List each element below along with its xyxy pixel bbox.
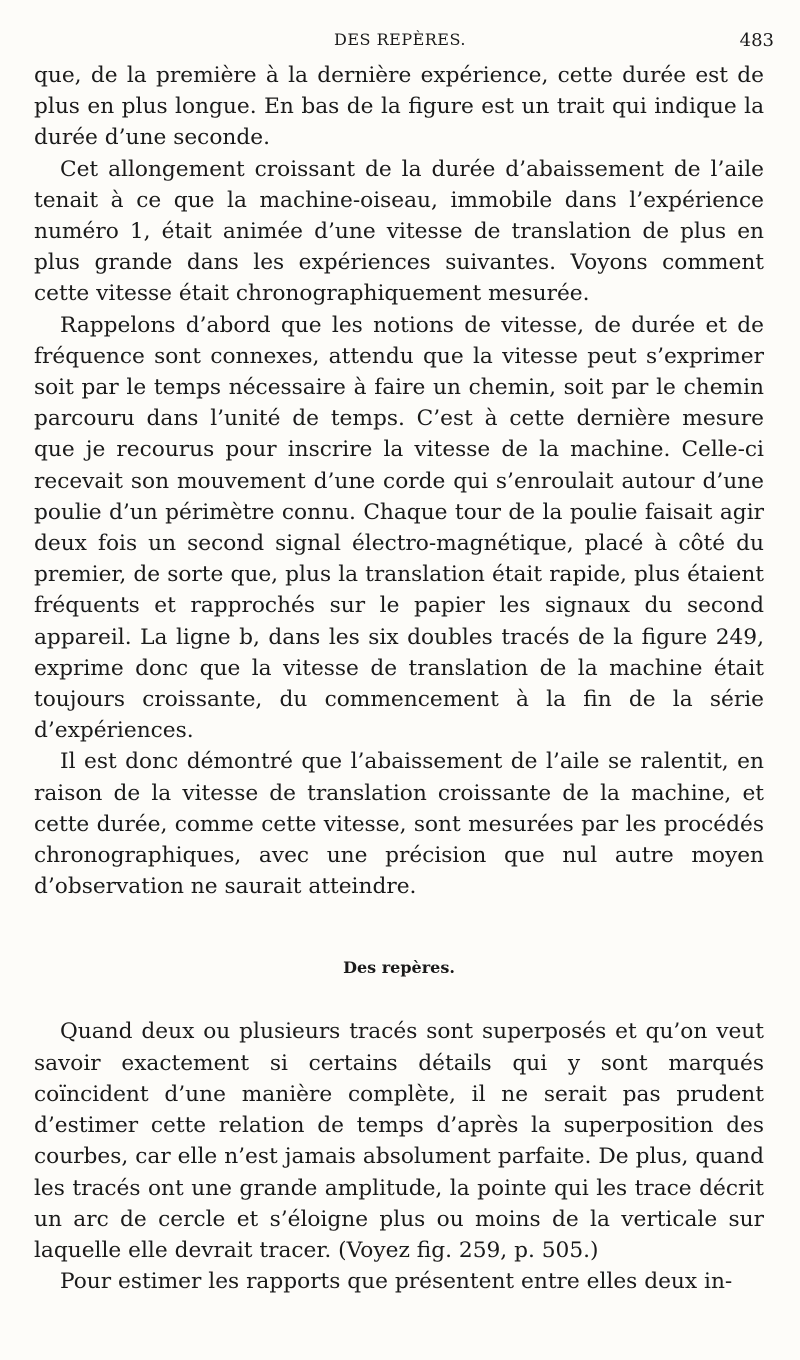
paragraph-demontre: Il est donc démontré que l’abaissement de l’aile se ralentit, en raison de la vitesse de translation croissante de la machine, et cette durée, comme cette vitesse, sont mesurées par les procédés chronographiques, avec une précision que nul autre moyen d’observation ne saurait atteindre. (34, 749, 764, 900)
paragraph-estimer: Pour estimer les rapports que présentent entre elles deux in- (60, 1269, 733, 1295)
paragraph-allongement: Cet allongement croissant de la durée d’abaissement de l’aile tenait à ce que la machine-oiseau, immobile dans l’expérience numéro 1, était animée d’une vitesse de translation de plus en plus grande dans les expériences suivantes. Voyons comment cette vitesse était chronographiquement mesurée. (34, 156, 764, 307)
page-number: 483 (739, 30, 774, 51)
body-text (34, 60, 764, 1297)
paragraph-traces: Quand deux ou plusieurs tracés sont superposés et qu’on veut savoir exactement si certains détails qui y sont marqués coïncident d’une manière complète, il ne serait pas prudent d’estimer cette relation de temps d’après la superposition des courbes, car elle n’est jamais absolument parfaite. De plus, quand les tracés ont une grande amplitude, la pointe qui les trace décrit un arc de cercle et s’éloigne plus ou moins de la verticale sur laquelle elle devrait tracer. (Voyez fig. 259, p. 505.) (34, 1019, 764, 1263)
paragraph-rappelons: Rappelons d’abord que les notions de vitesse, de durée et de fréquence sont connexes, attendu que la vitesse peut s’exprimer soit par le temps nécessaire à faire un chemin, soit par le chemin parcouru dans l’unité de temps. C’est à cette dernière mesure que je recourus pour inscrire la vitesse de la machine. Celle-ci recevait son mouvement d’une corde qui s’enroulait autour d’une poulie d’un périmètre connu. Chaque tour de la poulie faisait agir deux fois un second signal électro-magnétique, placé à côté du premier, de sorte que, plus la translation était rapide, plus étaient fréquents et rapprochés sur le papier les signaux du second appareil. La ligne b, dans les six doubles tracés de la figure 249, exprime donc que la vitesse de translation de la machine était toujours croissante, du commencement à la fin de la série d’expériences. (34, 312, 764, 744)
paragraph-continuation: que, de la première à la dernière expérience, cette durée est de plus en plus longue. En bas de la figure est un trait qui indique la durée d’une seconde. (34, 63, 764, 151)
section-heading: Des repères. (343, 958, 455, 978)
running-title: DES REPÈRES. (334, 30, 466, 49)
running-head (0, 30, 800, 56)
